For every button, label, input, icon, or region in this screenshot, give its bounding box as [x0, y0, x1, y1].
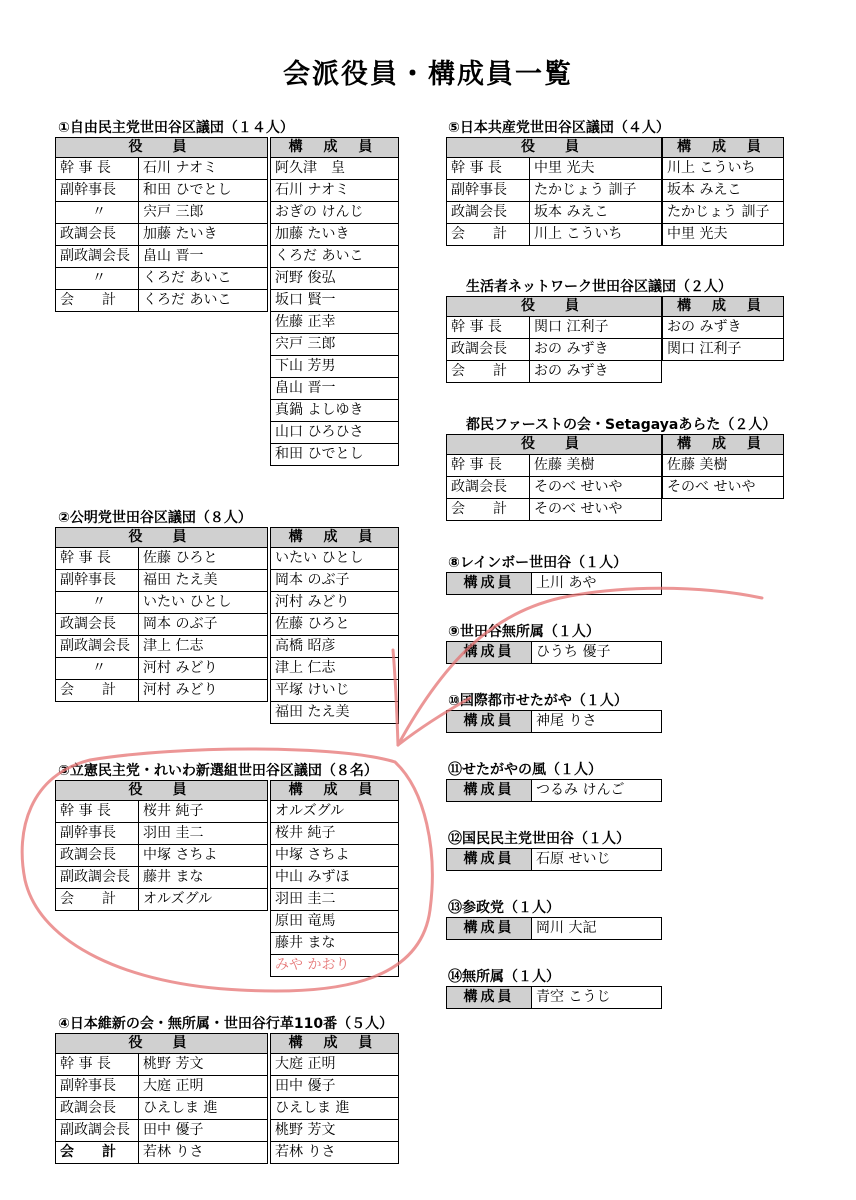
- member-cell: 川上 こういち: [663, 158, 784, 180]
- member-cell: たかじょう 訓子: [663, 202, 784, 224]
- member-cell: くろだ あいこ: [271, 246, 399, 268]
- member-cell: おぎの けんじ: [271, 202, 399, 224]
- role-cell: 政調会長: [56, 1098, 139, 1120]
- group-title-ldp: ①自由民主党世田谷区議団（１４人）: [58, 120, 294, 136]
- member-cell: 石原 せいじ: [532, 849, 662, 871]
- members-header: 構 成 員: [663, 297, 784, 317]
- member-cell: 大庭 正明: [271, 1054, 399, 1076]
- member-cell: 原田 竜馬: [271, 911, 399, 933]
- group-title-komeito: ②公明党世田谷区議団（８人）: [58, 510, 252, 526]
- name-cell: 石川 ナオミ: [139, 158, 268, 180]
- name-cell: 佐藤 美樹: [530, 455, 662, 477]
- role-cell: 会 計: [447, 224, 530, 246]
- page-title: 会派役員・構成員一覧: [283, 59, 573, 90]
- member-cell: 坂本 みえこ: [663, 180, 784, 202]
- role-cell: 会 計: [56, 1142, 139, 1164]
- name-cell: 津上 仁志: [139, 636, 268, 658]
- role-cell: 会 計: [447, 499, 530, 521]
- member-cell: 佐藤 ひろと: [271, 614, 399, 636]
- officers-header: 役 員: [447, 138, 662, 158]
- name-cell: 桃野 芳文: [139, 1054, 268, 1076]
- member-label: 構成員: [447, 987, 532, 1009]
- name-cell: 畠山 晋一: [139, 246, 268, 268]
- member-cell: 中塚 さちよ: [271, 845, 399, 867]
- member-label: 構成員: [447, 780, 532, 802]
- members-header: 構 成 員: [663, 138, 784, 158]
- member-label: 構成員: [447, 573, 532, 595]
- officers-header: 役 員: [56, 528, 268, 548]
- name-cell: 岡本 のぶ子: [139, 614, 268, 636]
- member-cell: 上川 あや: [532, 573, 662, 595]
- role-cell: 政調会長: [56, 614, 139, 636]
- arrowhead-right: [398, 698, 470, 745]
- member-cell: 佐藤 正幸: [271, 312, 399, 334]
- member-cell: 岡本 のぶ子: [271, 570, 399, 592]
- role-cell: 政調会長: [447, 339, 530, 361]
- group-title-setagaya-independent: ⑨世田谷無所属（１人）: [448, 624, 600, 640]
- member-label: 構成員: [447, 849, 532, 871]
- role-cell: 政調会長: [447, 477, 530, 499]
- annotation-circle: [22, 749, 432, 991]
- group-title-ishin: ④日本維新の会・無所属・世田谷行革110番（５人）: [58, 1016, 394, 1032]
- member-cell: 中里 光夫: [663, 224, 784, 246]
- role-cell: 副幹事長: [56, 570, 139, 592]
- role-cell: 政調会長: [447, 202, 530, 224]
- member-cell: 下山 芳男: [271, 356, 399, 378]
- group-title-sanseito: ⑬参政党（１人）: [448, 900, 560, 916]
- arrowhead-left: [393, 650, 398, 745]
- name-cell: たかじょう 訓子: [530, 180, 662, 202]
- officers-header: 役 員: [447, 435, 662, 455]
- member-cell: つるみ けんご: [532, 780, 662, 802]
- officers-header: 役 員: [56, 781, 268, 801]
- member-cell: 河野 俊弘: [271, 268, 399, 290]
- role-cell: 幹 事 長: [56, 548, 139, 570]
- member-cell: 阿久津 皇: [271, 158, 399, 180]
- member-cell: そのべ せいや: [663, 477, 784, 499]
- officers-header: 役 員: [447, 297, 662, 317]
- member-cell: 畠山 晋一: [271, 378, 399, 400]
- member-cell: 桃野 芳文: [271, 1120, 399, 1142]
- officers-header: 役 員: [56, 138, 268, 158]
- role-cell: 副幹事長: [447, 180, 530, 202]
- members-header: 構 成 員: [271, 138, 399, 158]
- name-cell: 中里 光夫: [530, 158, 662, 180]
- member-cell: 中山 みずほ: [271, 867, 399, 889]
- member-cell: 福田 たえ美: [271, 702, 399, 724]
- group-title-network: 生活者ネットワーク世田谷区議団（２人）: [466, 279, 732, 295]
- member-cell: 和田 ひでとし: [271, 444, 399, 466]
- member-cell: おの みずき: [663, 317, 784, 339]
- role-cell: 政調会長: [56, 224, 139, 246]
- name-cell: 羽田 圭二: [139, 823, 268, 845]
- group-title-independent: ⑭無所属（１人）: [448, 969, 560, 985]
- role-cell: 会 計: [56, 889, 139, 911]
- name-cell: 宍戸 三郎: [139, 202, 268, 224]
- name-cell: 和田 ひでとし: [139, 180, 268, 202]
- name-cell: くろだ あいこ: [139, 268, 268, 290]
- member-cell: ひえしま 進: [271, 1098, 399, 1120]
- role-cell: 幹 事 長: [56, 158, 139, 180]
- members-header: 構 成 員: [663, 435, 784, 455]
- member-cell: 津上 仁志: [271, 658, 399, 680]
- name-cell: そのべ せいや: [530, 499, 662, 521]
- name-cell: 坂本 みえこ: [530, 202, 662, 224]
- officers-header: 役 員: [56, 1034, 268, 1054]
- member-label: 構成員: [447, 711, 532, 733]
- group-title-jcp: ⑤日本共産党世田谷区議団（４人）: [448, 120, 670, 136]
- role-cell: 会 計: [56, 680, 139, 702]
- role-cell: 〃: [56, 592, 139, 614]
- member-cell: 佐藤 美樹: [663, 455, 784, 477]
- role-cell: 幹 事 長: [447, 317, 530, 339]
- role-cell: 幹 事 長: [56, 801, 139, 823]
- name-cell: 河村 みどり: [139, 658, 268, 680]
- group-title-cdp: ③立憲民主党・れいわ新選組世田谷区議団（８名）: [58, 763, 378, 779]
- member-cell: 関口 江利子: [663, 339, 784, 361]
- name-cell: 若林 りさ: [139, 1142, 268, 1164]
- role-cell: 副政調会長: [56, 867, 139, 889]
- name-cell: 桜井 純子: [139, 801, 268, 823]
- group-title-kokumin: ⑫国民民主党世田谷（１人）: [448, 831, 630, 847]
- group-title-kokusai: ⑩国際都市せたがや（１人）: [448, 693, 628, 709]
- role-cell: 副政調会長: [56, 1120, 139, 1142]
- group-title-tomin-first: 都民ファーストの会・Setagayaあらた（２人）: [466, 417, 777, 433]
- member-cell: 山口 ひろひさ: [271, 422, 399, 444]
- member-cell: 加藤 たいき: [271, 224, 399, 246]
- name-cell: おの みずき: [530, 361, 662, 383]
- role-cell: 副幹事長: [56, 1076, 139, 1098]
- member-cell: 石川 ナオミ: [271, 180, 399, 202]
- role-cell: 〃: [56, 268, 139, 290]
- name-cell: 大庭 正明: [139, 1076, 268, 1098]
- role-cell: 幹 事 長: [447, 158, 530, 180]
- member-cell: いたい ひとし: [271, 548, 399, 570]
- name-cell: 藤井 まな: [139, 867, 268, 889]
- name-cell: いたい ひとし: [139, 592, 268, 614]
- member-cell: 岡川 大記: [532, 918, 662, 940]
- group-title-kaze: ⑪せたがやの風（１人）: [448, 762, 602, 778]
- name-cell: 河村 みどり: [139, 680, 268, 702]
- member-cell: 平塚 けいじ: [271, 680, 399, 702]
- member-cell: オルズグル: [271, 801, 399, 823]
- name-cell: 田中 優子: [139, 1120, 268, 1142]
- members-header: 構 成 員: [271, 528, 399, 548]
- member-cell: 真鍋 よしゆき: [271, 400, 399, 422]
- name-cell: 福田 たえ美: [139, 570, 268, 592]
- role-cell: 会 計: [447, 361, 530, 383]
- member-cell: ひうち 優子: [532, 642, 662, 664]
- role-cell: 会 計: [56, 290, 139, 312]
- arrow-shaft: [398, 588, 762, 745]
- group-title-rainbow: ⑧レインボー世田谷（１人）: [448, 555, 628, 571]
- member-cell: みや かおり: [271, 955, 399, 977]
- role-cell: 〃: [56, 202, 139, 224]
- member-cell: 河村 みどり: [271, 592, 399, 614]
- member-cell: 若林 りさ: [271, 1142, 399, 1164]
- role-cell: 幹 事 長: [447, 455, 530, 477]
- member-label: 構成員: [447, 642, 532, 664]
- member-cell: 田中 優子: [271, 1076, 399, 1098]
- member-cell: 藤井 まな: [271, 933, 399, 955]
- member-cell: 羽田 圭二: [271, 889, 399, 911]
- role-cell: 副政調会長: [56, 246, 139, 268]
- member-cell: 桜井 純子: [271, 823, 399, 845]
- member-cell: 青空 こうじ: [532, 987, 662, 1009]
- member-label: 構成員: [447, 918, 532, 940]
- name-cell: 関口 江利子: [530, 317, 662, 339]
- role-cell: 副幹事長: [56, 823, 139, 845]
- name-cell: ひえしま 進: [139, 1098, 268, 1120]
- role-cell: 副政調会長: [56, 636, 139, 658]
- name-cell: そのべ せいや: [530, 477, 662, 499]
- name-cell: くろだ あいこ: [139, 290, 268, 312]
- role-cell: 政調会長: [56, 845, 139, 867]
- name-cell: おの みずき: [530, 339, 662, 361]
- name-cell: 加藤 たいき: [139, 224, 268, 246]
- members-header: 構 成 員: [271, 781, 399, 801]
- member-cell: 宍戸 三郎: [271, 334, 399, 356]
- member-cell: 坂口 賢一: [271, 290, 399, 312]
- role-cell: 幹 事 長: [56, 1054, 139, 1076]
- name-cell: 佐藤 ひろと: [139, 548, 268, 570]
- name-cell: オルズグル: [139, 889, 268, 911]
- role-cell: 副幹事長: [56, 180, 139, 202]
- members-header: 構 成 員: [271, 1034, 399, 1054]
- name-cell: 中塚 さちよ: [139, 845, 268, 867]
- member-cell: 高橋 昭彦: [271, 636, 399, 658]
- role-cell: 〃: [56, 658, 139, 680]
- name-cell: 川上 こういち: [530, 224, 662, 246]
- member-cell: 神尾 りさ: [532, 711, 662, 733]
